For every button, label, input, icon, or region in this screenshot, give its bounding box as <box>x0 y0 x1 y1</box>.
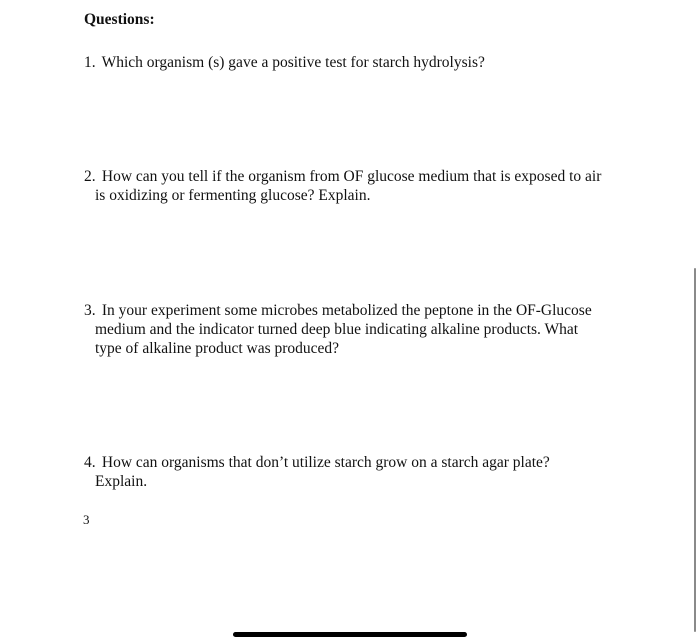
question-text: Which organism (s) gave a positive test for starch hydrolysis? <box>101 54 485 71</box>
question-line <box>84 53 629 72</box>
vertical-scrollbar[interactable] <box>694 268 696 632</box>
question-number: 2. <box>84 168 96 185</box>
question-text-continued: is oxidizing or fermenting glucose? Explain. <box>95 187 371 204</box>
page-number: 3 <box>83 512 90 527</box>
question-line <box>84 301 629 320</box>
question-number: 1. <box>84 54 96 71</box>
question-text-continued: Explain. <box>95 473 148 490</box>
question-line <box>84 453 629 472</box>
home-indicator-bar[interactable] <box>233 632 467 637</box>
question-text-continued: medium and the indicator turned deep blue indicating alkaline products. What <box>95 321 579 338</box>
question-1 <box>84 53 629 72</box>
question-text-continued: type of alkaline product was produced? <box>95 340 340 357</box>
question-line <box>84 167 629 186</box>
page-heading: Questions: <box>84 11 155 28</box>
question-text: How can you tell if the organism from OF glucose medium that is exposed to air <box>101 168 602 185</box>
question-text: In your experiment some microbes metabolized the peptone in the OF-Glucose <box>101 302 592 319</box>
question-3 <box>84 301 629 358</box>
question-number: 4. <box>84 454 96 471</box>
question-2 <box>84 167 629 205</box>
question-number: 3. <box>84 302 96 319</box>
question-text: How can organisms that don’t utilize starch grow on a starch agar plate? <box>101 454 550 471</box>
question-4 <box>84 453 629 491</box>
